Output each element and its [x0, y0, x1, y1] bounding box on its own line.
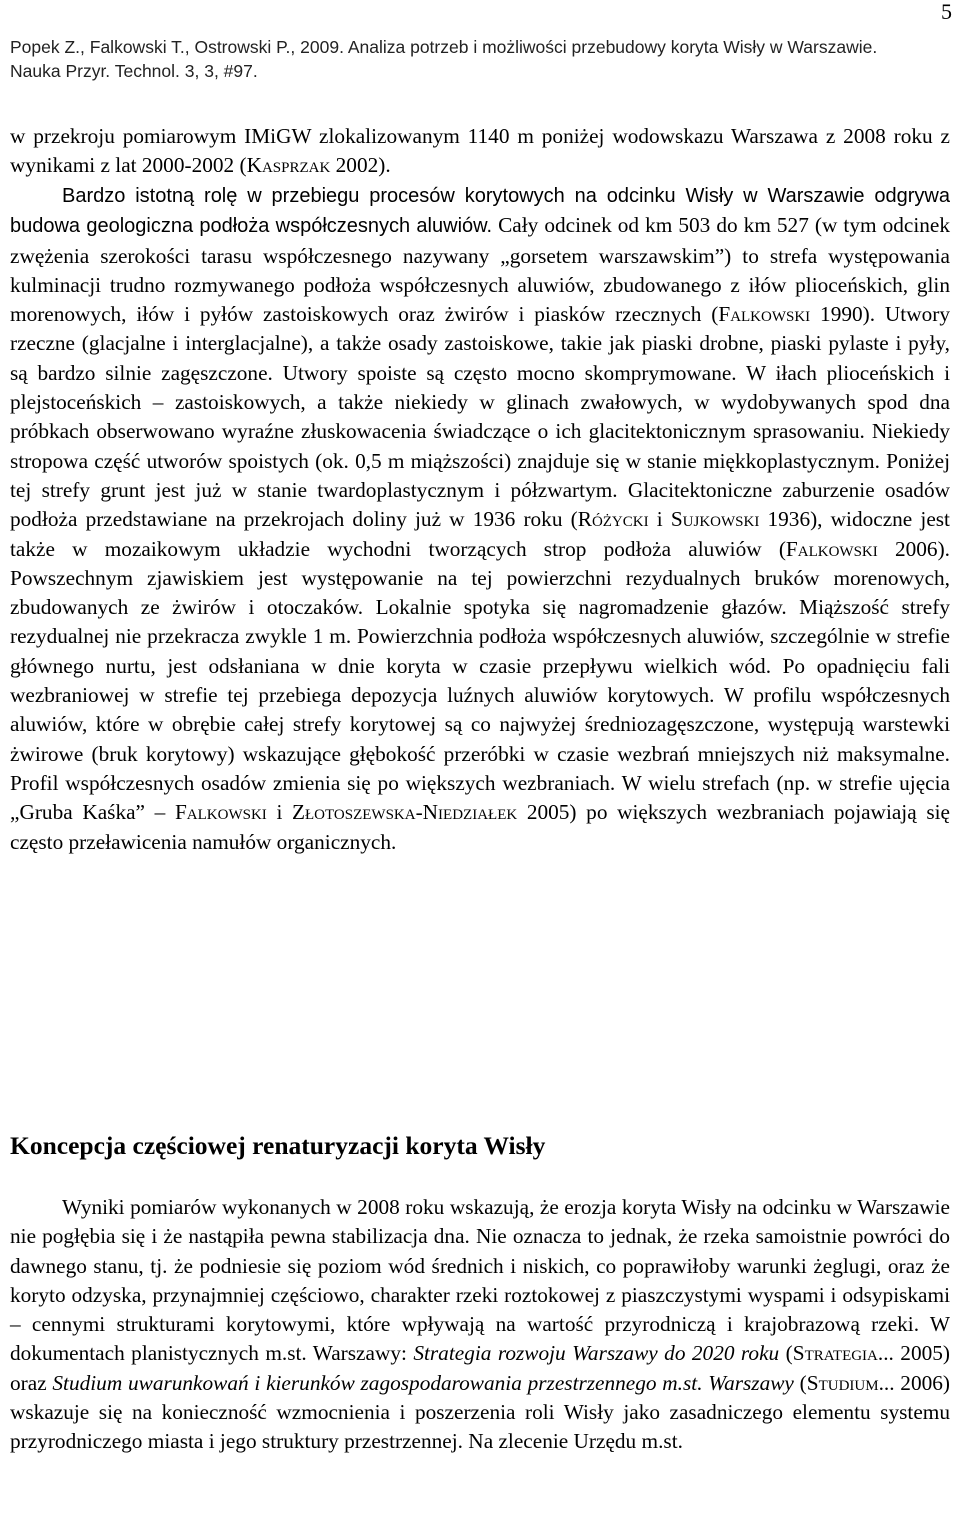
- paragraph-text: 2005) oraz: [10, 1341, 950, 1395]
- paragraph-text: Cały odcinek od km 503 do km 527 (w tym odcinek zwężenia szerokości tarasu współczesnego nazywany „gorsetem warszawskim”) to strefa występowania kulminacji trudno rozmywanego podłoża współczesnych aluwiów, zbudowanego z iłów plioceńskich, glin morenowych, iłów i pyłów zastoiskowych oraz żwirów i piasków rzecznych (: [10, 213, 950, 327]
- page-number: 5: [941, 0, 952, 24]
- paragraph-text: Bardzo istotną rolę w przebiegu procesów korytowych na odcinku Wisły w Warszawie odgrywa budowa geologiczna podłoża współczesnych aluwiów.: [10, 185, 950, 238]
- citation-author: Strategia...: [792, 1341, 894, 1366]
- paragraph-text: i: [648, 507, 671, 532]
- paragraph-text: 2005) po większych wezbraniach pojawiają się często przeławicenia namułów organicznych.: [10, 800, 950, 854]
- paragraph-text: 2006) wskazuje się na konieczność wzmocnienia i poszerzenia roli Wisły jako zasadniczego elementu systemu przyrodniczego miasta i jego struktury przestrzennej. Na zlecenie Urzędu m.st.: [10, 1370, 950, 1454]
- paragraph-text: i: [266, 800, 293, 825]
- document-title: Strategia rozwoju Warszawy do 2020 roku: [413, 1341, 780, 1366]
- citation-author: Złotoszewska-Niedziałek: [292, 800, 518, 825]
- running-header: [10, 35, 955, 83]
- citation-author: Studium...: [806, 1370, 895, 1395]
- paragraph-text: 1936), widoczne jest także w mozaikowym układzie wychodni tworzących strop podłoża aluwiów (: [10, 507, 950, 561]
- section-heading: Koncepcja częściowej renaturyzacji koryta Wisły: [10, 1131, 546, 1160]
- citation-author: Kasprzak: [246, 153, 331, 178]
- paragraph-text: 2006). Powszechnym zjawiskiem jest występowanie na tej powierzchni rezydualnych bruków morenowych, zbudowanych ze żwirów i otoczaków. Lokalnie spotyka się nagromadzenie głazów. Miąższość strefy rezydualnej nie przekracza zwykle 1 m. Powierzchnia podłoża współczesnych aluwiów, szczególnie w strefie głównego nurtu, jest odsłaniana w dnie koryta w czasie przepływu wielkich wód. Po opadnięciu fali wezbraniowej w strefie tej przebiega depozycja luźnych aluwiów korytowych. W profilu współczesnych aluwiów, które w obrębie całej strefy korytowej są co najwyżej średniozagęszczone, występują warstewki żwirowe (bruk korytowy) wskazujące głębokość przeróbki w czasie wezbrań mniejszych niż maksymalne. Profil współczesnych osadów zmienia się po większych wezbraniach. W wielu strefach (np. w strefie ujęcia „Gruba Kaśka” –: [10, 536, 950, 825]
- citation-author: Falkowski: [718, 302, 811, 327]
- header-citation-line-1: Popek Z., Falkowski T., Ostrowski P., 2009. Analiza potrzeb i możliwości przebudowy koryta Wisły w Warszawie.: [10, 37, 878, 57]
- citation-author: Falkowski: [785, 536, 878, 561]
- paragraph-1: [10, 122, 950, 181]
- paragraph-text: w przekroju pomiarowym IMiGW zlokalizowanym 1140 m poniżej wodowskazu Warszawa z 2008 roku z wynikami z lat 2000-2002 (: [10, 124, 950, 178]
- paragraph-3: [10, 1193, 950, 1457]
- paragraph-text: Wyniki pomiarów wykonanych w 2008 roku wskazują, że erozja koryta Wisły na odcinku w Warszawie nie pogłębia się i że nastąpiła pewna stabilizacja dna. Nie oznacza to jednak, że rzeka samoistnie powróci do dawnego stanu, tj. że podniesie się poziom wód średnich i niskich, co poprawiłoby warunki żeglugi, oraz że koryto odzyska, przynajmniej częściowo, charakter rzeki roztokowej z piaszczystymi wyspami i odsypiskami – cennymi strukturami korytowymi, które wpływają na wartość przyrodniczą i krajobrazową rzeki. W dokumentach planistycznych m.st. Warszawy:: [10, 1195, 950, 1366]
- paragraph-text: 1990). Utwory rzeczne (glacjalne i interglacjalne), a także osady zastoiskowe, takie jak piaski drobne, piaski pylaste i pyły, są bardzo silnie zagęszczone. Utwory spoiste są często mocno skomprymowane. W iłach plioceńskich i plejstoceńskich – zastoiskowych, a także niekiedy w glinach zwałowych, w wydobywanych spod dna próbkach obserwowano wyraźne złuskowacenia świadczące o ich glacitektonicznym sprasowaniu. Niekiedy stropowa część utworów spoistych (ok. 0,5 m miąższości) znajduje się w stanie miękkoplastycznym. Poniżej tej strefy grunt jest już w stanie twardoplastycznym i półzwartym. Glacitektoniczne zaburzenie osadów podłoża przedstawiane na przekrojach doliny już w 1936 roku (: [10, 302, 950, 532]
- paragraph-text: (: [779, 1341, 793, 1366]
- citation-author: Falkowski: [174, 800, 267, 825]
- citation-author: Sujkowski: [670, 507, 760, 532]
- citation-author: Różycki: [577, 507, 649, 532]
- paragraph-text: 2002).: [330, 153, 391, 178]
- header-citation-line-2: Nauka Przyr. Technol. 3, 3, #97.: [10, 61, 258, 81]
- paragraph-2: [10, 181, 950, 857]
- document-title: Studium uwarunkowań i kierunków zagospodarowania przestrzennego m.st. Warszawy: [52, 1370, 794, 1395]
- paragraph-text: (: [793, 1370, 807, 1395]
